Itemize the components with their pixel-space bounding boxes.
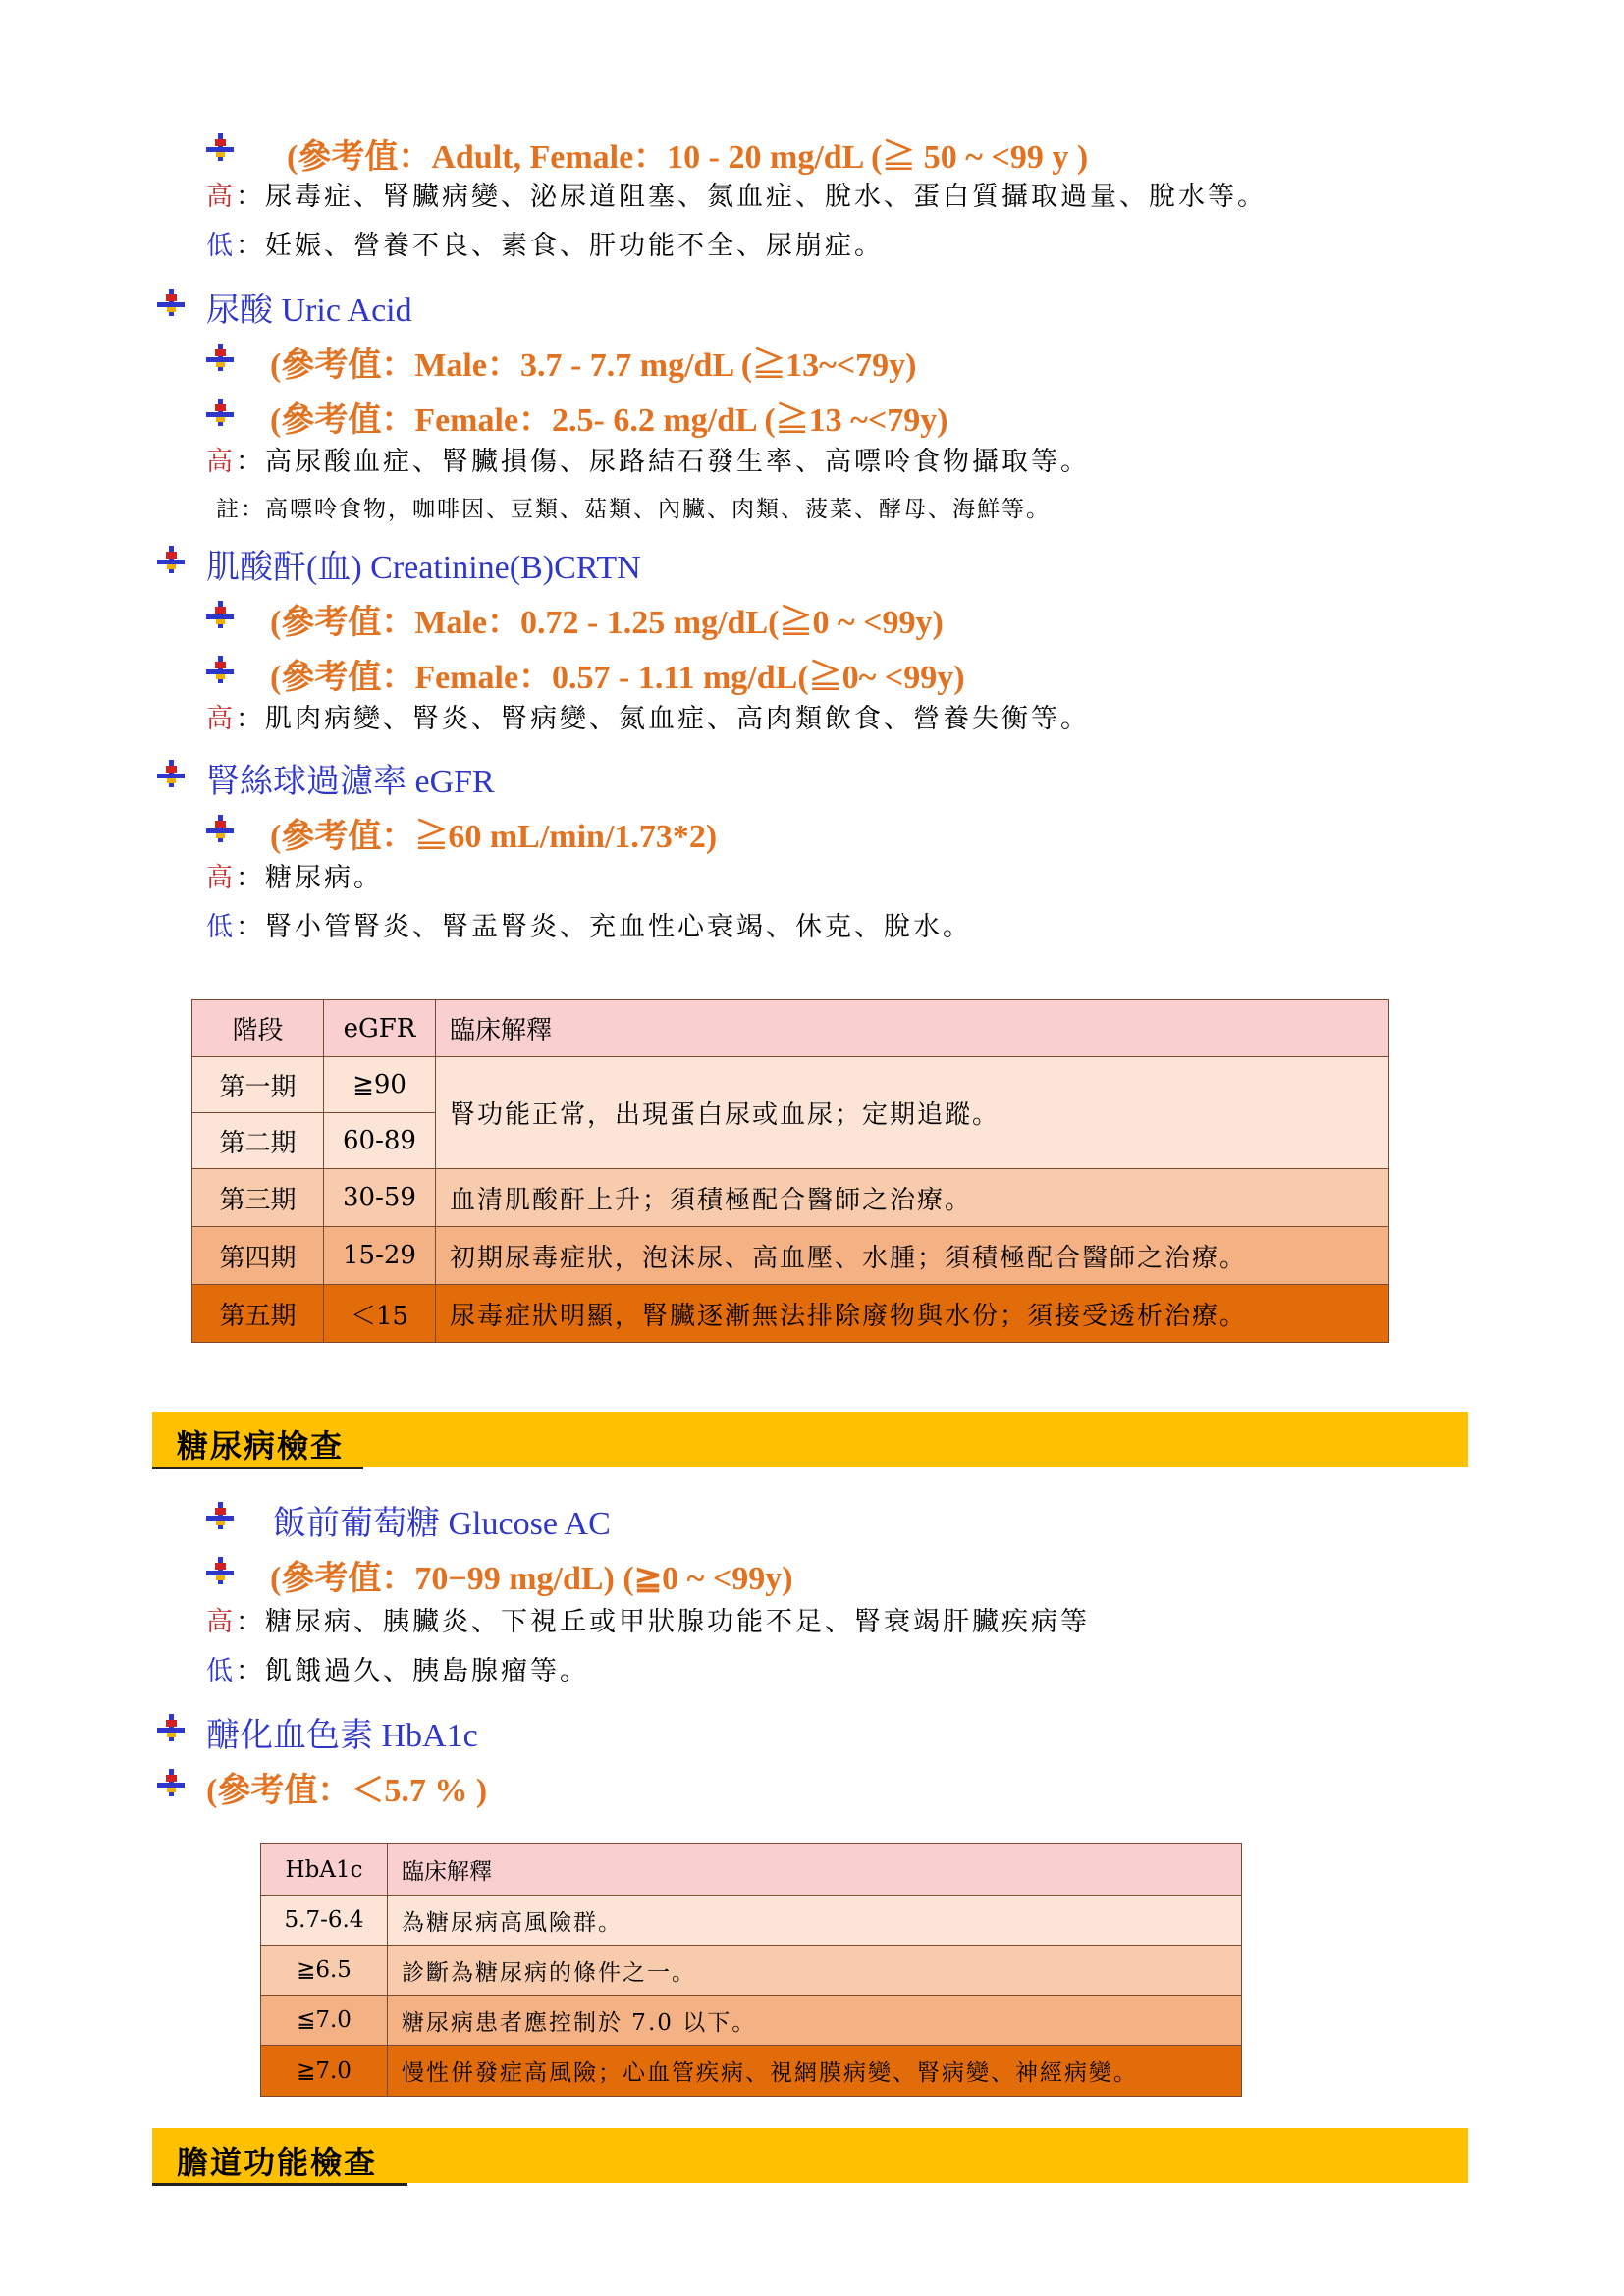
glucose-high-text: ：糖尿病、胰臟炎、下視丘或甲狀腺功能不足、腎衰竭肝臟疾病等 — [236, 1607, 1090, 1637]
egfr-value-cell: ＜15 — [324, 1285, 436, 1343]
header-cell-hba1c: HbA1c — [261, 1844, 388, 1896]
egfr-high-text: ：糖尿病。 — [236, 863, 383, 893]
bullet-icon — [206, 1502, 234, 1529]
header-cell-clinical: 臨床解釋 — [388, 1844, 1242, 1896]
bun-low-line — [206, 224, 884, 262]
low-label: 低 — [206, 1656, 236, 1686]
high-label: 高 — [206, 182, 236, 212]
egfr-value-cell: 30-59 — [324, 1169, 436, 1227]
clinical-desc-cell: 腎功能正常，出現蛋白尿或血尿；定期追蹤。 — [436, 1057, 1389, 1169]
section-underline — [152, 2183, 407, 2186]
table-row — [261, 1896, 1242, 1946]
glucose-low-line — [206, 1649, 589, 1687]
stage-cell: 第四期 — [192, 1227, 324, 1285]
clinical-desc-cell: 尿毒症狀明顯，腎臟逐漸無法排除廢物與水份；須接受透析治療。 — [436, 1285, 1389, 1343]
bullet-icon — [206, 1557, 234, 1584]
table-header-row — [192, 1000, 1389, 1057]
glucose-high-line — [206, 1600, 1090, 1638]
table-row — [192, 1285, 1389, 1343]
clinical-desc-cell: 血清肌酸酐上升；須積極配合醫師之治療。 — [436, 1169, 1389, 1227]
high-label: 高 — [206, 704, 236, 734]
section-underline — [152, 1467, 363, 1469]
bullet-icon — [157, 1714, 185, 1741]
bullet-icon — [206, 815, 234, 842]
egfr-reference: (參考值：≧60 mL/min/1.73*2) — [270, 819, 718, 855]
bullet-icon — [157, 546, 185, 573]
high-label: 高 — [206, 863, 236, 893]
header-cell-egfr: eGFR — [324, 1000, 436, 1057]
glucose-reference: (參考值：70−99 mg/dL) (≧0 ~ <99y) — [270, 1561, 793, 1597]
low-label: 低 — [206, 912, 236, 942]
bullet-icon — [206, 344, 234, 371]
table-row — [261, 1946, 1242, 1996]
creatinine-high-line — [206, 697, 1090, 735]
high-label: 高 — [206, 1607, 236, 1637]
egfr-title: 腎絲球過濾率 eGFR — [206, 764, 495, 800]
section-bar-diabetes — [152, 1412, 1468, 1467]
bun-high-text: ：尿毒症、腎臟病變、泌尿道阻塞、氮血症、脫水、蛋白質攝取過量、脫水等。 — [236, 182, 1267, 212]
hba1c-reference: (參考值：＜5.7 % ) — [206, 1773, 488, 1809]
glucose-low-text: ：飢餓過久、胰島腺瘤等。 — [236, 1656, 589, 1686]
clinical-desc-cell: 為糖尿病高風險群。 — [388, 1896, 1242, 1946]
uric-acid-ref-female: (參考值：Female：2.5- 6.2 mg/dL (≧13 ~<79y) — [270, 402, 948, 439]
bun-high-line — [206, 175, 1267, 213]
section-title-biliary: 膽道功能檢查 — [177, 2144, 378, 2181]
hba1c-table — [260, 1843, 1242, 2097]
bullet-icon — [206, 133, 234, 161]
bullet-icon — [206, 399, 234, 426]
clinical-desc-cell: 慢性併發症高風險；心血管疾病、視網膜病變、腎病變、神經病變。 — [388, 2046, 1242, 2097]
table-row — [192, 1057, 1389, 1113]
hba1c-value-cell: ≧7.0 — [261, 2046, 388, 2097]
uric-acid-note: 註：高嘌呤食物，咖啡因、豆類、菇類、內臟、肉類、菠菜、酵母、海鮮等。 — [216, 497, 1051, 522]
section-title-diabetes: 糖尿病檢查 — [177, 1427, 345, 1465]
egfr-value-cell: 60-89 — [324, 1113, 436, 1169]
bullet-icon — [157, 1769, 185, 1796]
table-row — [261, 1996, 1242, 2046]
egfr-value-cell: 15-29 — [324, 1227, 436, 1285]
low-label: 低 — [206, 231, 236, 261]
clinical-desc-cell: 診斷為糖尿病的條件之一。 — [388, 1946, 1242, 1996]
bun-reference: (參考值：Adult, Female：10 - 20 mg/dL (≧ 50 ~ <99 y ) — [287, 139, 1089, 176]
creatinine-title: 肌酸酐(血) Creatinine(B)CRTN — [206, 550, 641, 586]
table-header-row — [261, 1844, 1242, 1896]
bullet-icon — [157, 760, 185, 787]
hba1c-value-cell: ≦7.0 — [261, 1996, 388, 2046]
egfr-low-line — [206, 905, 972, 943]
uric-acid-title: 尿酸 Uric Acid — [206, 293, 412, 329]
clinical-desc-cell: 初期尿毒症狀，泡沫尿、高血壓、水腫；須積極配合醫師之治療。 — [436, 1227, 1389, 1285]
stage-cell: 第一期 — [192, 1057, 324, 1113]
glucose-title: 飯前葡萄糖 Glucose AC — [273, 1506, 611, 1542]
uric-acid-high-text: ：高尿酸血症、腎臟損傷、尿路結石發生率、高嘌呤食物攝取等。 — [236, 447, 1090, 477]
stage-cell: 第五期 — [192, 1285, 324, 1343]
creatinine-ref-male: (參考值：Male：0.72 - 1.25 mg/dL(≧0 ~ <99y) — [270, 605, 944, 641]
creatinine-ref-female: (參考值：Female：0.57 - 1.11 mg/dL(≧0~ <99y) — [270, 660, 965, 696]
table-row — [261, 2046, 1242, 2097]
clinical-desc-cell: 糖尿病患者應控制於 7.0 以下。 — [388, 1996, 1242, 2046]
egfr-value-cell: ≧90 — [324, 1057, 436, 1113]
egfr-high-line — [206, 856, 383, 894]
stage-cell: 第三期 — [192, 1169, 324, 1227]
creatinine-high-text: ：肌肉病變、腎炎、腎病變、氮血症、高肉類飲食、營養失衡等。 — [236, 704, 1090, 734]
hba1c-value-cell: 5.7-6.4 — [261, 1896, 388, 1946]
uric-acid-ref-male: (參考值：Male：3.7 - 7.7 mg/dL (≧13~<79y) — [270, 347, 917, 384]
bun-low-text: ：妊娠、營養不良、素食、肝功能不全、尿崩症。 — [236, 231, 884, 261]
hba1c-value-cell: ≧6.5 — [261, 1946, 388, 1996]
hba1c-title: 醣化血色素 HbA1c — [206, 1718, 478, 1754]
header-cell-stage: 階段 — [192, 1000, 324, 1057]
bullet-icon — [206, 656, 234, 683]
uric-acid-high-line — [206, 440, 1090, 478]
bullet-icon — [206, 601, 234, 628]
header-cell-clinical: 臨床解釋 — [436, 1000, 1389, 1057]
high-label: 高 — [206, 447, 236, 477]
table-row — [192, 1227, 1389, 1285]
bullet-icon — [157, 289, 185, 316]
table-row — [192, 1169, 1389, 1227]
egfr-stage-table — [191, 999, 1389, 1343]
stage-cell: 第二期 — [192, 1113, 324, 1169]
egfr-low-text: ：腎小管腎炎、腎盂腎炎、充血性心衰竭、休克、脫水。 — [236, 912, 972, 942]
